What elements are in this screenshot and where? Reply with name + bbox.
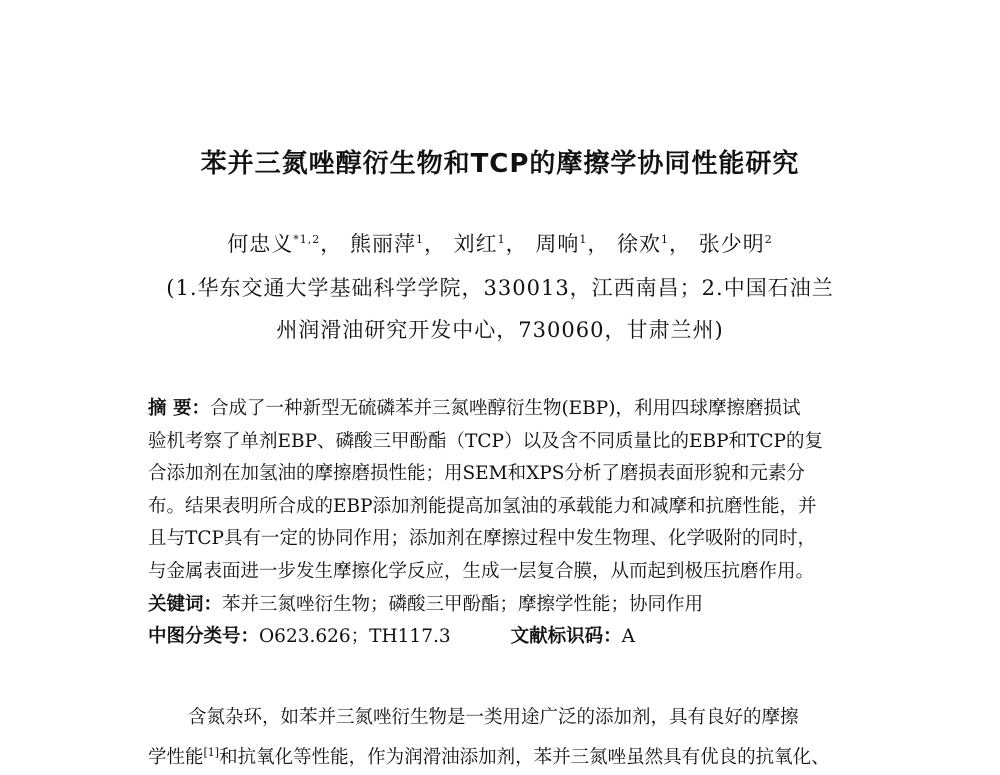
affiliation-line-1: (1.华东交通大学基础科学学院，330013，江西南昌；2.中国石油兰 bbox=[166, 276, 834, 300]
doc-code-value: A bbox=[621, 626, 636, 648]
body-text: 学性能 bbox=[148, 747, 204, 769]
abstract-line bbox=[148, 393, 856, 426]
author-name: 徐欢 bbox=[617, 232, 662, 256]
abstract-label: 摘 要： bbox=[148, 398, 210, 419]
author-name: 刘红 bbox=[453, 232, 498, 256]
paper-title: 苯并三氮唑醇衍生物和TCP的摩擦学协同性能研究 bbox=[200, 149, 800, 179]
author-affiliation-mark: 2 bbox=[764, 233, 773, 246]
author-affiliation-mark: 1 bbox=[661, 233, 670, 246]
abstract-line: 且与TCP具有一定的协同作用；添加剂在摩擦过程中发生物理、化学吸附的同时， bbox=[148, 528, 816, 550]
body-paragraph bbox=[148, 700, 868, 775]
abstract-line: 与金属表面进一步发生摩擦化学反应，生成一层复合膜，从而起到极压抗磨作用。 bbox=[148, 560, 815, 582]
author-affiliation-mark: 1 bbox=[497, 233, 506, 246]
author-list: 何忠义$^{*1,2}$， 熊丽萍$^1$， 刘红$^1$， 周响$^1$， 徐欢$^1$， 张少明$^2$ bbox=[227, 232, 773, 256]
keywords-text: 苯并三氮唑衍生物；磷酸三甲酚酯；摩擦学性能；协同作用 bbox=[222, 593, 704, 615]
keywords-label: 关键词： bbox=[148, 593, 223, 615]
classification-line bbox=[148, 621, 856, 654]
author-affiliation-mark: 1 bbox=[415, 233, 424, 246]
abstract-line: 布。结果表明所合成的EBP添加剂能提高加氢油的承载能力和减摩和抗磨性能，并 bbox=[148, 495, 817, 517]
abstract-block bbox=[148, 393, 856, 654]
author-affiliation-mark: *1,2 bbox=[293, 233, 321, 246]
clc-value: O623.626；TH117.3 bbox=[259, 626, 451, 648]
abstract-line: 验机考察了单剂EBP、磷酸三甲酚酯（TCP）以及含不同质量比的EBP和TCP的复 bbox=[148, 430, 823, 452]
author-name: 何忠义 bbox=[227, 232, 294, 256]
author-affiliation-mark: 1 bbox=[579, 233, 588, 246]
body-text: 含氮杂环，如苯并三氮唑衍生物是一类用途广泛的添加剂，具有良好的摩擦 bbox=[188, 707, 799, 728]
author-name: 周响 bbox=[535, 232, 580, 256]
author-name: 张少明 bbox=[698, 232, 765, 256]
citation-ref[interactable]: [1] bbox=[203, 746, 220, 759]
body-line bbox=[148, 700, 868, 735]
abstract-line: 合添加剂在加氢油的摩擦磨损性能；用SEM和XPS分析了磨损表面形貌和元素分 bbox=[148, 463, 805, 485]
keywords-line bbox=[148, 589, 856, 622]
clc-label: 中图分类号： bbox=[148, 626, 260, 648]
body-text: 和抗氧化等性能，作为润滑油添加剂，苯并三氮唑虽然具有优良的抗氧化、 bbox=[219, 747, 830, 769]
abstract-text: 合成了一种新型无硫磷苯并三氮唑醇衍生物(EBP)，利用四球摩擦磨损试 bbox=[209, 398, 801, 419]
affiliation-line-2: 州润滑油研究开发中心，730060，甘肃兰州) bbox=[276, 318, 724, 342]
doc-code-label: 文献标识码： bbox=[510, 626, 622, 648]
body-line bbox=[148, 735, 868, 775]
author-name: 熊丽萍 bbox=[349, 232, 416, 256]
